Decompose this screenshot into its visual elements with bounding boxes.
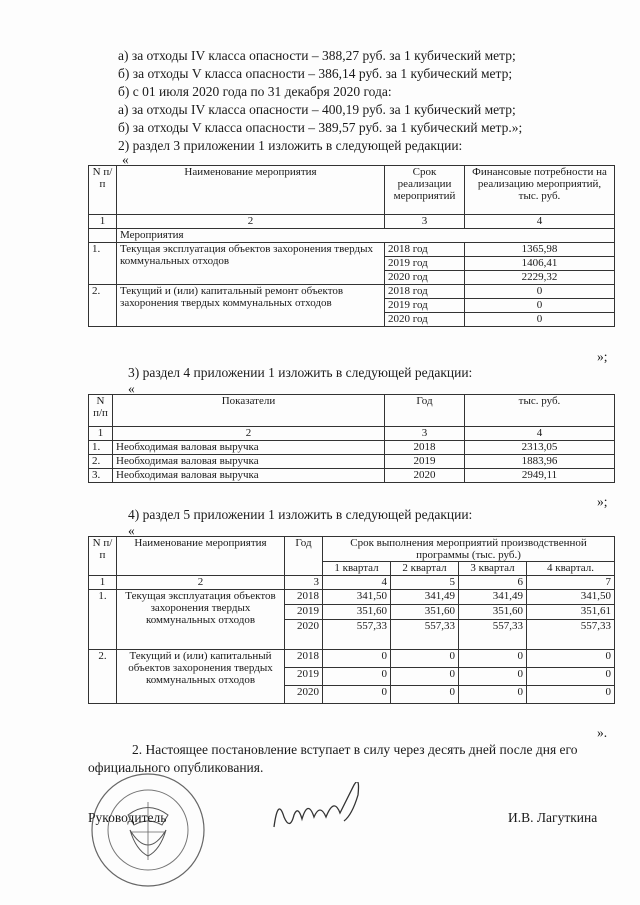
intro-line-2: б) за отходы V класса опасности – 386,14 руб. за 1 кубический метр; [118, 66, 513, 81]
quarter-header: 3 квартал [459, 562, 527, 576]
col-header-year: Год [285, 537, 323, 576]
col-number: 4 [465, 427, 615, 441]
section-label: Мероприятия [117, 229, 615, 243]
quote-open-3: « [128, 523, 135, 538]
value-cell: 0 [465, 299, 615, 313]
value-cell: 2313,05 [465, 441, 615, 455]
quote-close-3: ». [597, 725, 608, 740]
table-section-3 [88, 165, 615, 327]
col-number: 1 [89, 215, 117, 229]
col-number: 4 [465, 215, 615, 229]
value-cell: 0 [465, 285, 615, 299]
year-cell: 2020 год [385, 313, 465, 327]
col-number: 1 [89, 427, 113, 441]
year-cell: 2019 год [385, 299, 465, 313]
col-header-num: N п/п [89, 166, 117, 215]
value-cell: 0 [527, 686, 615, 704]
indicator-cell: Необходимая валовая выручка [113, 441, 385, 455]
value-cell: 341,50 [323, 590, 391, 605]
intro-line-1: а) за отходы IV класса опасности – 388,27 руб. за 1 кубический метр; [118, 48, 516, 63]
quote-close-2: »; [597, 494, 608, 509]
col-number: 6 [459, 576, 527, 590]
measure-name: Текущий и (или) капитальный объектов захоронения твердых коммунальных отходов [117, 650, 285, 704]
col-header-indicator: Показатели [113, 395, 385, 427]
col-header-program: Срок выполнения мероприятий производственной программы (тыс. руб.) [323, 537, 615, 562]
col-header-num: N п/п [89, 395, 113, 427]
value-cell: 2949,11 [465, 469, 615, 483]
col-number: 5 [391, 576, 459, 590]
col-number: 3 [385, 427, 465, 441]
value-cell: 557,33 [391, 620, 459, 650]
value-cell: 0 [459, 668, 527, 686]
year-cell: 2019 [285, 605, 323, 620]
heading-section-5: 4) раздел 5 приложении 1 изложить в следующей редакции: [128, 507, 473, 522]
value-cell: 1406,41 [465, 257, 615, 271]
value-cell: 0 [391, 686, 459, 704]
year-cell: 2018 [385, 441, 465, 455]
value-cell: 0 [527, 668, 615, 686]
seal-stamp-icon [88, 770, 208, 890]
col-header-name: Наименование мероприятия [117, 537, 285, 576]
year-cell: 2020 [285, 686, 323, 704]
col-number: 2 [117, 215, 385, 229]
value-cell: 0 [323, 668, 391, 686]
year-cell: 2018 год [385, 243, 465, 257]
value-cell: 341,49 [391, 590, 459, 605]
value-cell: 557,33 [527, 620, 615, 650]
value-cell: 351,60 [391, 605, 459, 620]
col-number: 3 [285, 576, 323, 590]
row-num: 3. [89, 469, 113, 483]
row-num: 1. [89, 590, 117, 650]
quarter-header: 4 квартал. [527, 562, 615, 576]
value-cell: 341,50 [527, 590, 615, 605]
quarter-header: 1 квартал [323, 562, 391, 576]
row-num: 2. [89, 285, 117, 327]
value-cell: 0 [527, 650, 615, 668]
intro-line-3: б) с 01 июля 2020 года по 31 декабря 2020 года: [118, 84, 392, 99]
year-cell: 2018 год [385, 285, 465, 299]
row-num: 1. [89, 243, 117, 285]
year-cell: 2020 [285, 620, 323, 650]
value-cell: 0 [323, 650, 391, 668]
measure-name: Текущая эксплуатация объектов захоронения твердых коммунальных отходов [117, 590, 285, 650]
value-cell: 0 [459, 650, 527, 668]
col-number: 2 [113, 427, 385, 441]
col-number: 2 [117, 576, 285, 590]
table-section-5 [88, 536, 615, 704]
intro-line-5: б) за отходы V класса опасности – 389,57 руб. за 1 кубический метр.»; [118, 120, 523, 135]
final-paragraph: 2. Настоящее постановление вступает в силу через десять дней после дня его официального опубликования. [88, 742, 578, 775]
heading-section-4: 3) раздел 4 приложении 1 изложить в следующей редакции: [128, 365, 473, 380]
value-cell: 0 [391, 650, 459, 668]
value-cell: 2229,32 [465, 271, 615, 285]
intro-line-6: 2) раздел 3 приложении 1 изложить в следующей редакции: [118, 138, 463, 153]
row-num: 2. [89, 455, 113, 469]
col-header-num: N п/п [89, 537, 117, 576]
value-cell: 0 [391, 668, 459, 686]
value-cell: 351,60 [459, 605, 527, 620]
quarter-header: 2 квартал [391, 562, 459, 576]
col-number: 7 [527, 576, 615, 590]
year-cell: 2020 [385, 469, 465, 483]
col-header-name: Наименование мероприятия [117, 166, 385, 215]
value-cell: 0 [465, 313, 615, 327]
value-cell: 1883,96 [465, 455, 615, 469]
row-num: 1. [89, 441, 113, 455]
quote-open-1: « [122, 152, 129, 167]
value-cell: 341,49 [459, 590, 527, 605]
quote-close-1: »; [597, 349, 608, 364]
indicator-cell: Необходимая валовая выручка [113, 455, 385, 469]
col-number: 3 [385, 215, 465, 229]
year-cell: 2018 [285, 590, 323, 605]
col-header-year: Год [385, 395, 465, 427]
value-cell: 0 [459, 686, 527, 704]
col-header-finance: Финансовые потребности на реализацию мероприятий, тыс. руб. [465, 166, 615, 215]
value-cell: 351,60 [323, 605, 391, 620]
row-num: 2. [89, 650, 117, 704]
value-cell: 557,33 [323, 620, 391, 650]
col-header-term: Срок реализации мероприятий [385, 166, 465, 215]
value-cell: 351,61 [527, 605, 615, 620]
year-cell: 2018 [285, 650, 323, 668]
year-cell: 2019 [385, 455, 465, 469]
value-cell: 557,33 [459, 620, 527, 650]
signer-position: Руководитель [88, 810, 167, 825]
year-cell: 2019 [285, 668, 323, 686]
year-cell: 2019 год [385, 257, 465, 271]
value-cell: 1365,98 [465, 243, 615, 257]
value-cell: 0 [323, 686, 391, 704]
intro-line-4: а) за отходы IV класса опасности – 400,19 руб. за 1 кубический метр; [118, 102, 516, 117]
col-number: 1 [89, 576, 117, 590]
col-number: 4 [323, 576, 391, 590]
table-section-4 [88, 394, 615, 483]
signer-name: И.В. Лагуткина [508, 810, 598, 825]
year-cell: 2020 год [385, 271, 465, 285]
indicator-cell: Необходимая валовая выручка [113, 469, 385, 483]
quote-open-2: « [128, 381, 135, 396]
measure-name: Текущий и (или) капитальный ремонт объектов захоронения твердых коммунальных отходов [117, 285, 385, 327]
col-header-value: тыс. руб. [465, 395, 615, 427]
measure-name: Текущая эксплуатация объектов захоронения твердых коммунальных отходов [117, 243, 385, 285]
signature-icon [268, 782, 378, 842]
